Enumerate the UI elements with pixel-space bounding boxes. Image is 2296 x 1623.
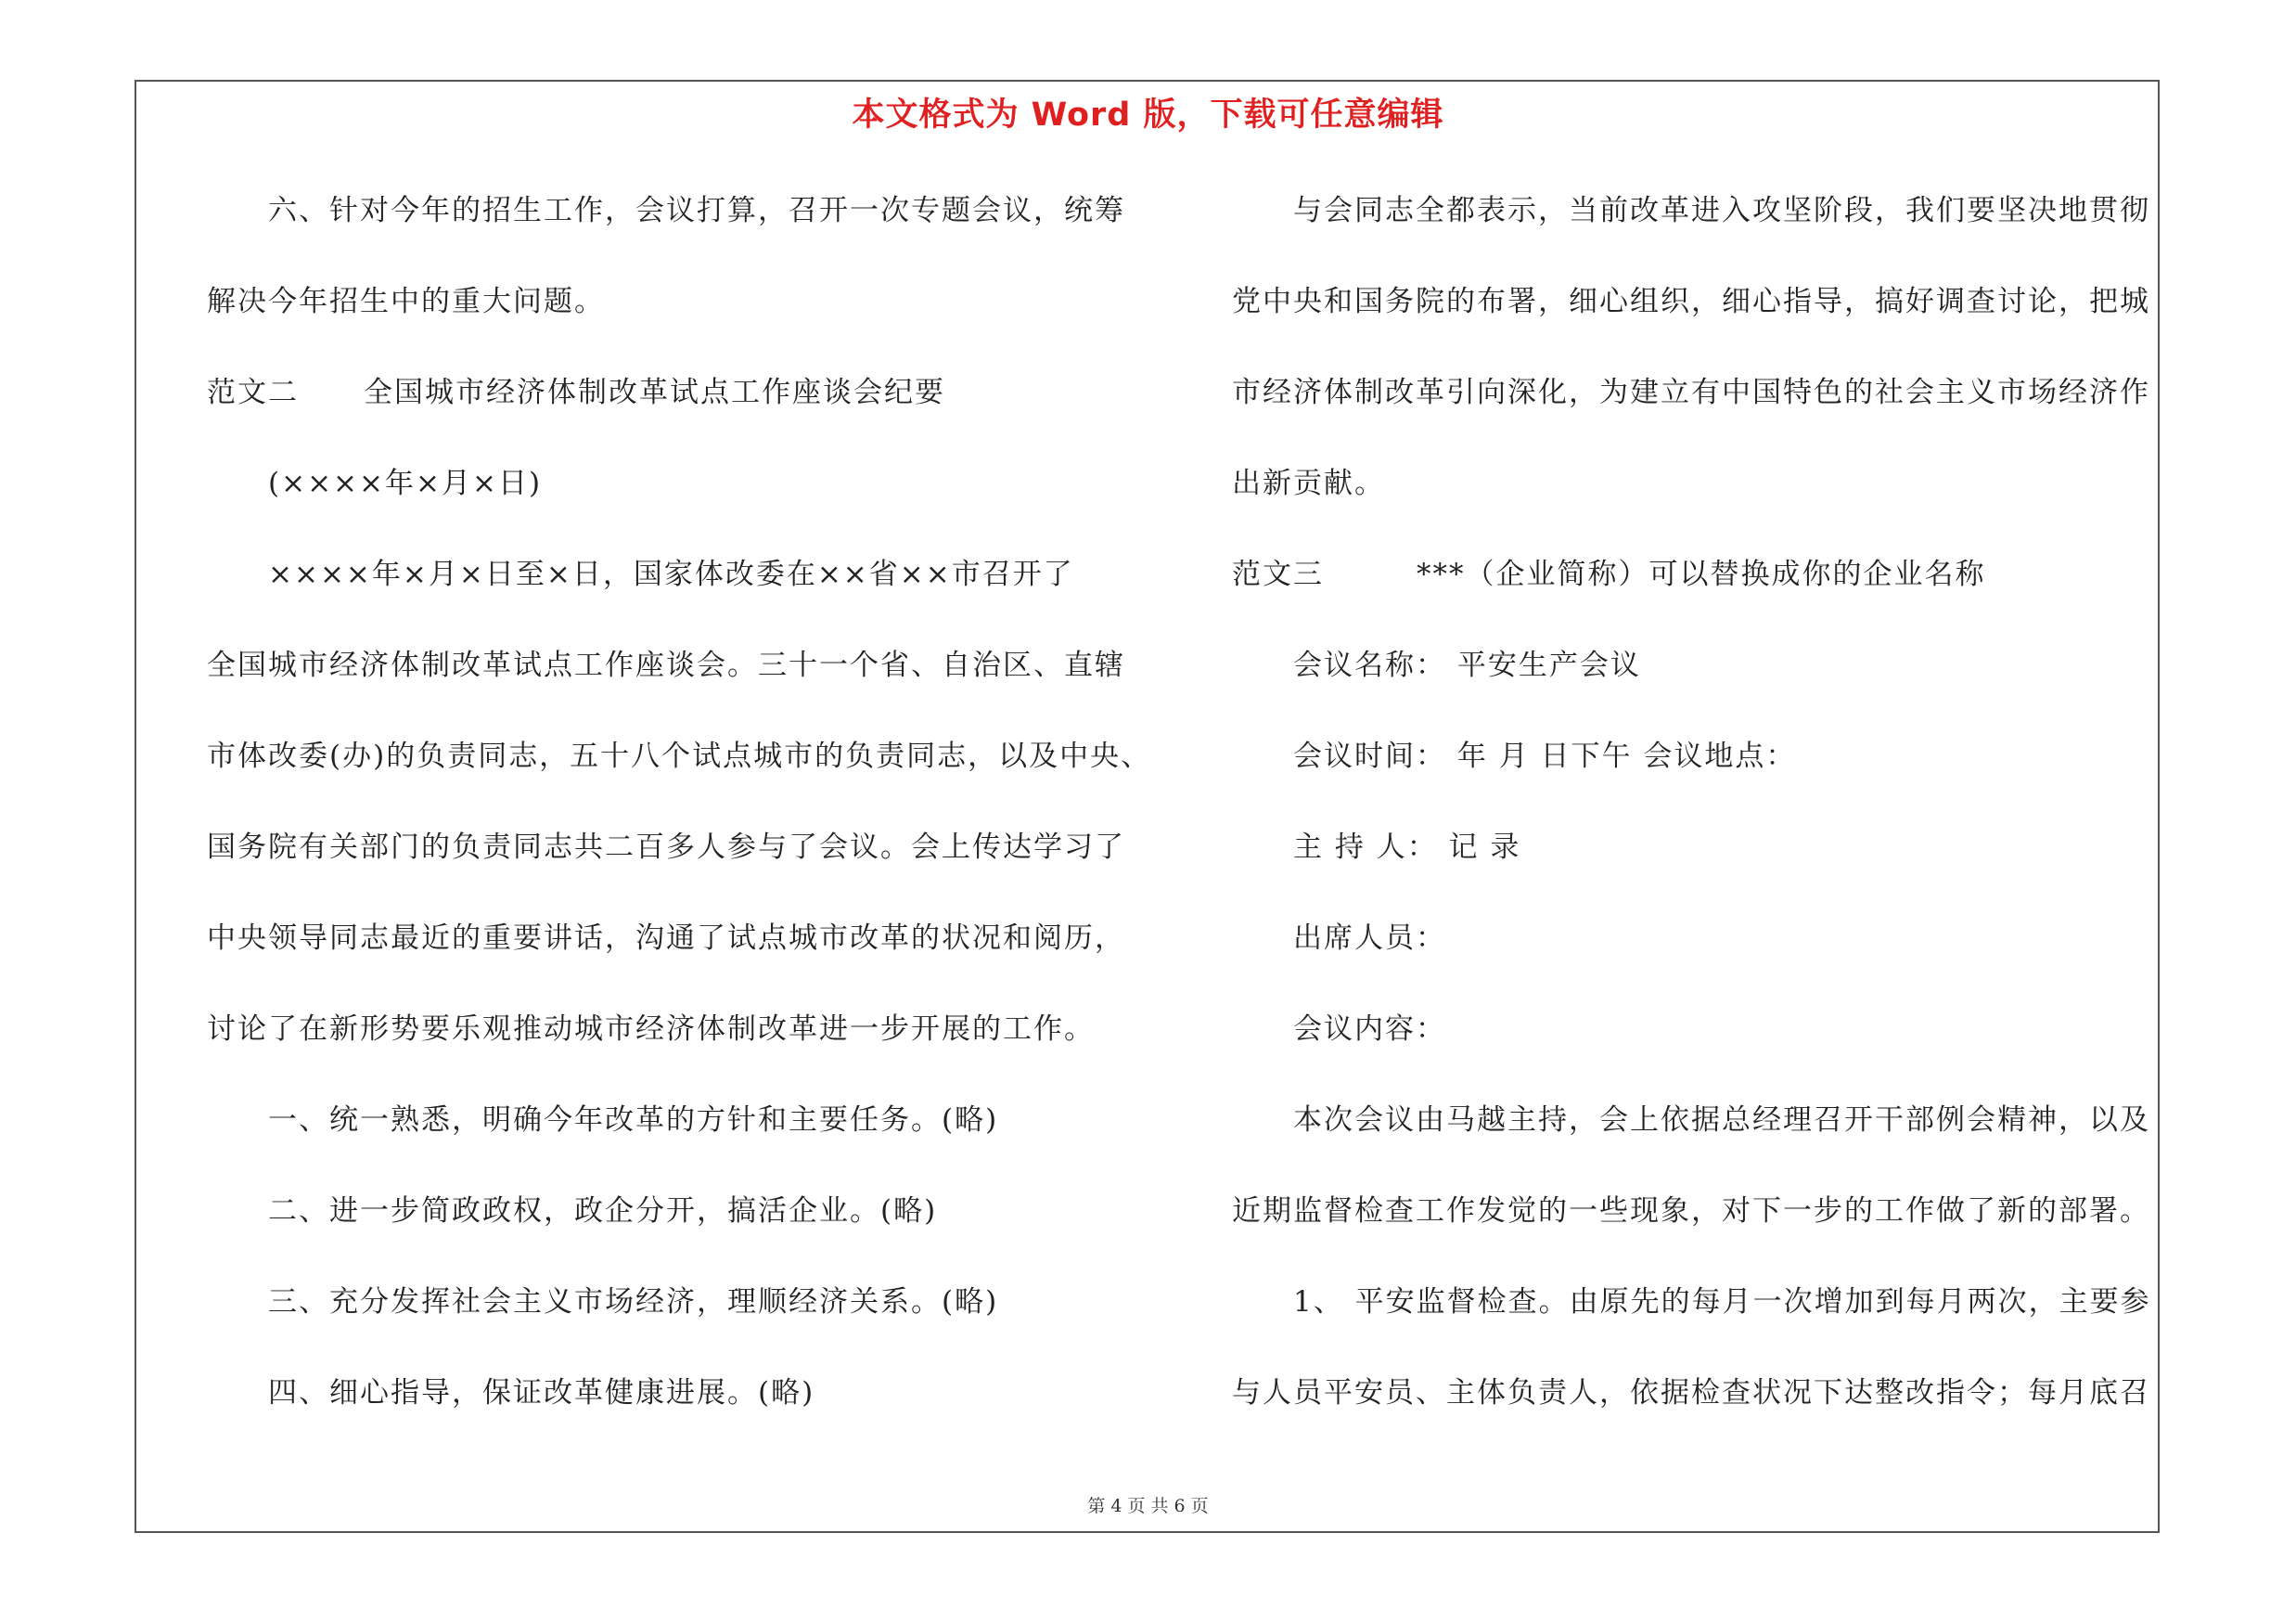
paragraph-line: 全国城市经济体制改革试点工作座谈会。三十一个省、自治区、直辖	[207, 649, 1125, 682]
paragraph-line: 出席人员：	[1293, 921, 1446, 955]
paragraph-line: 会议时间： 年 月 日下午 会议地点：	[1293, 740, 1797, 773]
paragraph-line: (××××年×月×日)	[268, 467, 543, 500]
paragraph-line: 讨论了在新形势要乐观推动城市经济体制改革进一步开展的工作。	[207, 1012, 1095, 1046]
paragraph-line: 近期监督检查工作发觉的一些现象，对下一步的工作做了新的部署。	[1232, 1194, 2150, 1228]
paragraph-line: 四、细心指导，保证改革健康进展。(略)	[268, 1376, 815, 1410]
paragraph-line: 与会同志全都表示，当前改革进入攻坚阶段，我们要坚决地贯彻	[1293, 194, 2150, 227]
paragraph-line: 会议名称： 平安生产会议	[1293, 649, 1641, 682]
format-banner: 本文格式为 Word 版，下载可任意编辑	[852, 97, 1444, 134]
paragraph-line: 主 持 人： 记 录	[1293, 831, 1521, 864]
section-label: 范文二	[207, 376, 299, 409]
paragraph-line: 会议内容：	[1293, 1012, 1446, 1046]
paragraph-line: 一、统一熟悉，明确今年改革的方针和主要任务。(略)	[268, 1103, 999, 1137]
paragraph-line: 解决今年招生中的重大问题。	[207, 285, 605, 318]
paragraph-line: 国务院有关部门的负责同志共二百多人参与了会议。会上传达学习了	[207, 831, 1125, 864]
right-column	[1232, 182, 2171, 1455]
paragraph-line: 本次会议由马越主持，会上依据总经理召开干部例会精神，以及	[1293, 1103, 2150, 1137]
paragraph-line: 中央领导同志最近的重要讲话，沟通了试点城市改革的状况和阅历，	[207, 921, 1125, 955]
section-title: ***（企业简称）可以替换成你的企业名称	[1417, 558, 1986, 591]
paragraph-line: 1、 平安监督检查。由原先的每月一次增加到每月两次，主要参	[1293, 1285, 2151, 1319]
paragraph-line: 出新贡献。	[1232, 467, 1385, 500]
paragraph-line: 三、充分发挥社会主义市场经济，理顺经济关系。(略)	[268, 1285, 999, 1319]
paragraph-line: 与人员平安员、主体负责人，依据检查状况下达整改指令；每月底召	[1232, 1376, 2150, 1410]
section-label: 范文三	[1232, 558, 1324, 591]
paragraph-line: 市经济体制改革引向深化，为建立有中国特色的社会主义市场经济作	[1232, 376, 2150, 409]
paragraph-line: 市体改委(办)的负责同志，五十八个试点城市的负责同志，以及中央、	[207, 740, 1152, 773]
paragraph-line: 二、进一步简政政权，政企分开，搞活企业。(略)	[268, 1194, 938, 1228]
paragraph-line: 六、针对今年的招生工作，会议打算，召开一次专题会议，统筹	[268, 194, 1125, 227]
section-title: 全国城市经济体制改革试点工作座谈会纪要	[364, 376, 945, 409]
left-column	[207, 182, 1152, 1455]
paragraph-line: 党中央和国务院的布署，细心组织，细心指导，搞好调查讨论，把城	[1232, 285, 2150, 318]
section-heading	[207, 364, 1144, 455]
section-heading	[1232, 546, 2171, 637]
paragraph-line: ××××年×月×日至×日，国家体改委在××省××市召开了	[268, 558, 1074, 591]
page-number: 第 4 页 共 6 页	[1087, 1496, 1209, 1516]
